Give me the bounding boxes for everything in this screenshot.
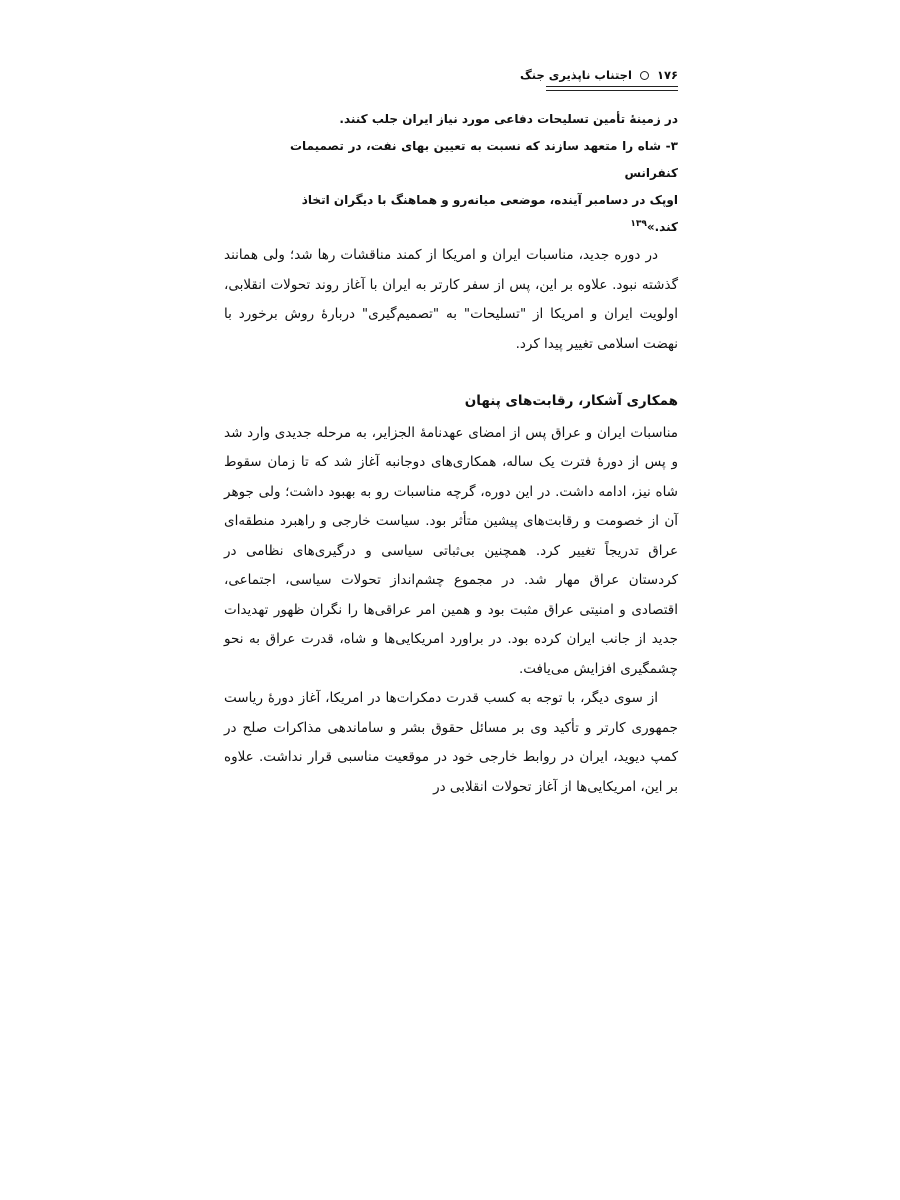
circle-bullet-icon xyxy=(640,71,649,80)
header-text xyxy=(520,68,678,82)
quote-line-1: در زمینهٔ تأمین تسلیحات دفاعی مورد نیاز ایران جلب کنند. xyxy=(339,112,678,126)
section-body xyxy=(224,419,678,803)
header-rule-thin xyxy=(546,90,678,91)
quote-line-3-text: اوپک در دسامبر آینده، موضعی میانه‌رو و هماهنگ با دیگران اتخاذ کند.» xyxy=(301,193,678,234)
page-content xyxy=(224,106,678,802)
page-header xyxy=(224,64,678,94)
paragraph: مناسبات ایران و عراق پس از امضای عهدنامهٔ الجزایر، به مرحله جدیدی وارد شد و پس از دورهٔ فترت یک ساله، همکاری‌های دوجانبه آغاز شد که تا زمان سقوط شاه نیز، ادامه داشت. در این دوره، گرچه مناسبات رو به بهبود داشت؛ ولی جوهر آن از خصومت و رقابت‌های پیشین متأثر بود. سیاست خارجی و راهبرد منطقه‌ای عراق تدریجاً تغییر کرد. همچنین بی‌ثباتی سیاسی و درگیری‌های نظامی در کردستان عراق مهار شد. در مجموع چشم‌انداز تحولات سیاسی، اجتماعی، اقتصادی و امنیتی عراق مثبت بود و همین امر عراقی‌ها را نگران ظهور تهدیدات جدید از جانب ایران کرده بود. در براورد امریکایی‌ها و شاه، قدرت عراق به نحو چشمگیری افزایش می‌یافت. xyxy=(224,424,678,677)
quote-block xyxy=(290,106,678,241)
running-title: اجتناب ناپذیری جنگ xyxy=(520,68,632,82)
paragraph: در دوره جدید، مناسبات ایران و امریکا از کمند مناقشات رها شد؛ ولی همانند گذشته نبود. علاوه بر این، پس از سفر کارتر به ایران با آغاز روند تحولات انقلابی، اولویت ایران و امریکا از "تسلیحات" به "تصمیم‌گیری" دربارهٔ روش برخورد با نهضت اسلامی تغییر پیدا کرد. xyxy=(224,247,678,352)
footnote-marker: ۱۳۹ xyxy=(630,219,647,229)
section-heading: همکاری آشکار، رقابت‌های پنهان xyxy=(464,393,678,409)
quote-line-2: ۳- شاه را متعهد سازند که نسبت به تعیین بهای نفت، در تصمیمات کنفرانس xyxy=(290,139,678,180)
page-number: ۱۷۶ xyxy=(656,68,678,82)
body-text xyxy=(224,241,678,359)
header-rule-thick xyxy=(546,86,678,87)
paragraph: از سوی دیگر، با توجه به کسب قدرت دمکرات‌ها در امریکا، آغاز دورهٔ ریاست جمهوری کارتر و تأکید وی بر مسائل حقوق بشر و ساماندهی مذاکرات صلح در کمپ دیوید، ایران در روابط خارجی خود در موقعیت مناسبی قرار نداشت. علاوه بر این، امریکایی‌ها از آغاز تحولات انقلابی در xyxy=(224,690,678,795)
running-header xyxy=(520,64,678,94)
quote-line-3 xyxy=(290,187,678,241)
